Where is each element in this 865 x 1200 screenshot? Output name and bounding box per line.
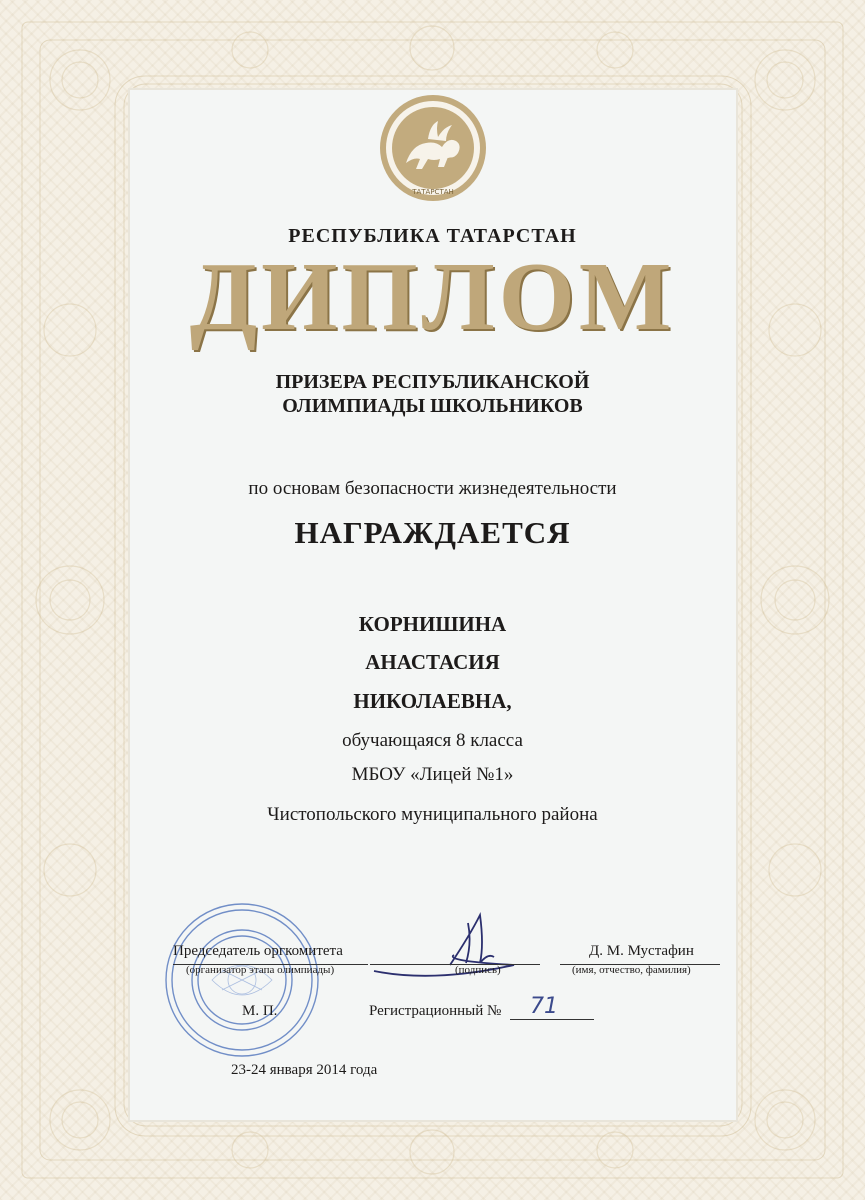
registration-label: Регистрационный №	[369, 1003, 502, 1019]
signer-name: Д. М. Мустафин	[589, 943, 694, 959]
chair-hint: (организатор этапа олимпиады)	[186, 964, 335, 976]
laureate-line-2: ОЛИМПИАДЫ ШКОЛЬНИКОВ	[282, 395, 583, 417]
diploma-title: ДИПЛОМ	[189, 243, 676, 351]
laureate-heading	[0, 370, 865, 418]
recipient-district: Чистопольского муниципального района	[267, 804, 598, 825]
event-date: 23-24 января 2014 года	[231, 1062, 378, 1078]
recipient-grade: обучающаяся 8 класса	[342, 730, 523, 751]
republic-heading: РЕСПУБЛИКА ТАТАРСТАН	[288, 225, 577, 247]
official-seal-icon	[162, 900, 322, 1060]
registration-underline	[510, 1019, 594, 1020]
seal-label: М. П.	[242, 1003, 278, 1019]
olympiad-subject: по основам безопасности жизнедеятельности	[248, 478, 617, 499]
awarded-heading: НАГРАЖДАЕТСЯ	[294, 515, 571, 550]
laureate-line-1: ПРИЗЕРА РЕСПУБЛИКАНСКОЙ	[275, 371, 590, 393]
svg-text:ТАТАРСТАН: ТАТАРСТАН	[412, 188, 454, 196]
recipient-surname: КОРНИШИНА	[358, 612, 507, 636]
signature-hint: (подпись)	[455, 964, 501, 976]
registration-number: 71	[530, 994, 558, 1019]
recipient-school: МБОУ «Лицей №1»	[351, 764, 514, 785]
tatarstan-coat-of-arms-icon	[378, 93, 488, 203]
recipient-first-name: АНАСТАСИЯ	[365, 650, 500, 674]
signer-name-hint: (имя, отчество, фамилия)	[572, 964, 691, 976]
chair-label: Председатель оргкомитета	[173, 943, 343, 959]
recipient-patronymic: НИКОЛАЕВНА,	[353, 689, 512, 713]
